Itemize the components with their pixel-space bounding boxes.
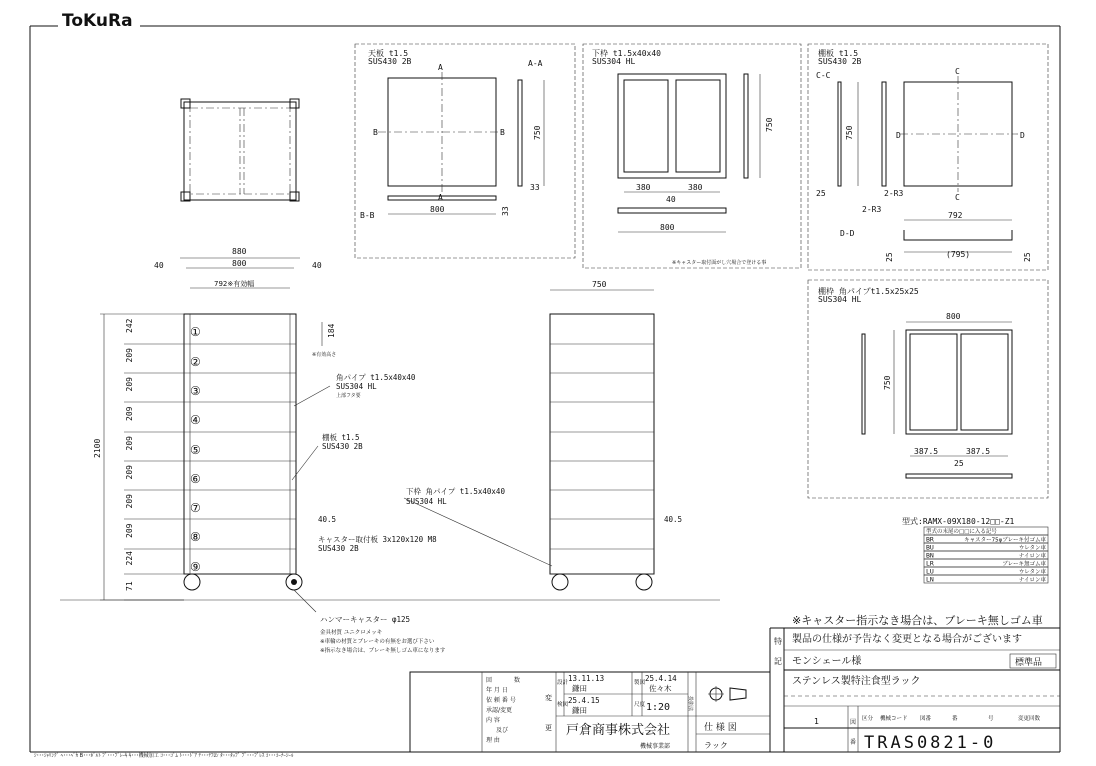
svg-text:SUS430 2B: SUS430 2B bbox=[322, 442, 363, 451]
model-desc: ブレーキ無ゴム車 bbox=[1002, 561, 1046, 568]
svg-text:A-A: A-A bbox=[528, 59, 543, 68]
svg-text:依 頼 番 号: 依 頼 番 号 bbox=[486, 697, 516, 704]
svg-text:佐々木: 佐々木 bbox=[649, 684, 672, 693]
svg-text:1: 1 bbox=[814, 717, 820, 726]
svg-text:40: 40 bbox=[312, 261, 322, 270]
shelf-number: ⑨ bbox=[190, 560, 201, 574]
model-code: LU bbox=[926, 567, 934, 576]
svg-text:A: A bbox=[438, 63, 443, 72]
model-desc: キャスター75φブレーキ付ゴム車 bbox=[964, 537, 1046, 544]
svg-text:上部フタ要: 上部フタ要 bbox=[336, 393, 361, 399]
svg-text:C-C: C-C bbox=[816, 71, 831, 80]
svg-text:※指示なき場合は、ブレーキ無しゴム車になります: ※指示なき場合は、ブレーキ無しゴム車になります bbox=[320, 648, 446, 654]
svg-text:40: 40 bbox=[154, 261, 164, 270]
row-dim: 209 bbox=[125, 523, 134, 538]
shelf-number: ⑤ bbox=[190, 443, 201, 457]
svg-text:内 容: 内 容 bbox=[486, 717, 500, 724]
side-elevation bbox=[404, 280, 682, 590]
svg-text:792※有効幅: 792※有効幅 bbox=[214, 280, 255, 288]
svg-text:戸倉商事株式会社: 戸倉商事株式会社 bbox=[566, 723, 671, 738]
svg-text:仕 様 図: 仕 様 図 bbox=[704, 723, 737, 733]
svg-text:金具材質 ユニクロメッキ: 金具材質 ユニクロメッキ bbox=[320, 630, 383, 636]
svg-text:※キャスター取付面がし穴場合で登ける事: ※キャスター取付面がし穴場合で登ける事 bbox=[672, 260, 767, 266]
svg-text:880: 880 bbox=[232, 247, 247, 256]
svg-text:ステンレス製特注食型ラック: ステンレス製特注食型ラック bbox=[792, 676, 921, 687]
row-dim: 224 bbox=[125, 551, 134, 566]
model-code: BR bbox=[926, 535, 934, 544]
panel-shelf-frame bbox=[808, 280, 1048, 498]
row-dim: 209 bbox=[125, 406, 134, 421]
svg-text:ハンマーキャスター φ125: ハンマーキャスター φ125 bbox=[320, 615, 411, 624]
svg-text:SUS304 HL: SUS304 HL bbox=[818, 295, 862, 304]
svg-text:区分: 区分 bbox=[862, 716, 874, 722]
svg-text:D: D bbox=[1020, 131, 1025, 140]
svg-text:380: 380 bbox=[688, 183, 703, 192]
shelf-number: ⑥ bbox=[190, 472, 201, 486]
row-dim: 209 bbox=[125, 436, 134, 451]
svg-text:SUS304 HL: SUS304 HL bbox=[336, 382, 377, 391]
model-code: BN bbox=[926, 551, 934, 560]
model-desc: ナイロン車 bbox=[1018, 553, 1046, 560]
svg-text:下枠 t1.5x40x40: 下枠 t1.5x40x40 bbox=[592, 49, 661, 58]
svg-text:750: 750 bbox=[533, 125, 542, 140]
panel-shelf-plate bbox=[808, 44, 1048, 270]
row-dim: 209 bbox=[125, 494, 134, 509]
svg-text:型式の末尾の□□に入る記号: 型式の末尾の□□に入る記号 bbox=[926, 529, 997, 535]
svg-text:(795): (795) bbox=[946, 250, 971, 259]
svg-text:号: 号 bbox=[988, 716, 994, 722]
svg-text:B: B bbox=[500, 128, 505, 137]
svg-text:2100: 2100 bbox=[93, 438, 102, 458]
svg-text:25.4.14: 25.4.14 bbox=[645, 674, 677, 683]
model-code: LN bbox=[926, 575, 934, 584]
svg-text:機械事業部: 機械事業部 bbox=[640, 743, 671, 750]
panel-top-plate bbox=[355, 44, 575, 258]
svg-text:33: 33 bbox=[501, 206, 510, 216]
svg-text:D-D: D-D bbox=[840, 229, 855, 238]
svg-text:特: 特 bbox=[774, 637, 782, 646]
svg-text:番: 番 bbox=[850, 739, 857, 746]
svg-text:SUS430 2B: SUS430 2B bbox=[818, 57, 862, 66]
svg-text:SUS304 HL: SUS304 HL bbox=[592, 57, 636, 66]
svg-text:及び: 及び bbox=[496, 727, 509, 734]
model-desc: ナイロン車 bbox=[1018, 577, 1046, 584]
svg-text:184: 184 bbox=[327, 323, 336, 338]
plan-view bbox=[181, 99, 299, 201]
svg-text:TRAS0821-0: TRAS0821-0 bbox=[864, 733, 997, 753]
row-dim: 209 bbox=[125, 348, 134, 363]
svg-text:※車輪の材質とブレーキの有無をお選び下さい: ※車輪の材質とブレーキの有無をお選び下さい bbox=[320, 639, 435, 645]
svg-text:年 月 日: 年 月 日 bbox=[486, 687, 508, 694]
svg-text:25: 25 bbox=[954, 459, 964, 468]
svg-text:キャスター取付板 3x120x120 M8: キャスター取付板 3x120x120 M8 bbox=[318, 535, 437, 544]
shelf-number: ⑦ bbox=[190, 501, 201, 515]
notes-block bbox=[770, 613, 1060, 752]
svg-text:天板 t1.5: 天板 t1.5 bbox=[368, 49, 409, 58]
svg-text:番: 番 bbox=[952, 716, 958, 722]
svg-text:2-R3: 2-R3 bbox=[862, 205, 882, 214]
svg-text:理 由: 理 由 bbox=[486, 737, 500, 744]
svg-text:25: 25 bbox=[816, 189, 826, 198]
shelf-number: ⑧ bbox=[190, 530, 201, 544]
svg-text:25: 25 bbox=[1023, 252, 1032, 262]
svg-text:B-B: B-B bbox=[360, 211, 375, 220]
svg-text:1:20: 1:20 bbox=[646, 702, 671, 713]
abbreviation-legend: ｼ･･･ｼｬﾘﾝｸﾞ ﾍ･･･ﾍﾞｶ B･･･ﾎﾞﾙﾄ ﾌﾞ･･･ﾌﾞﾚｰｷ ｷ･･･機械加工 ｺ･･･ｺﾞﾑ ﾄ･･･ﾄﾞｱ ﾃ･･･ﾃﾌﾛﾝ ﾀ･･･ﾀｯﾌﾟ ﾌﾟ･･･ﾌﾟﾚｽ ｺ･･･ｺｰﾅｰｼｰﾙ bbox=[34, 753, 294, 759]
shelf-number: ② bbox=[190, 355, 201, 369]
svg-text:13.11.13: 13.11.13 bbox=[568, 674, 605, 683]
svg-text:棚板 t1.5: 棚板 t1.5 bbox=[322, 433, 360, 442]
svg-text:図番: 図番 bbox=[920, 716, 932, 722]
front-elevation bbox=[60, 247, 720, 654]
svg-text:投影法: 投影法 bbox=[687, 696, 693, 712]
row-dim: 71 bbox=[125, 581, 134, 591]
svg-text:回: 回 bbox=[486, 677, 493, 684]
svg-text:SUS304 HL: SUS304 HL bbox=[406, 497, 447, 506]
row-dim: 209 bbox=[125, 465, 134, 480]
svg-text:記: 記 bbox=[774, 657, 782, 666]
svg-text:750: 750 bbox=[845, 125, 854, 140]
svg-text:C: C bbox=[955, 193, 960, 202]
svg-text:ラック: ラック bbox=[704, 741, 728, 750]
model-table bbox=[902, 516, 1048, 584]
svg-text:387.5: 387.5 bbox=[914, 447, 939, 456]
svg-text:尺度: 尺度 bbox=[634, 702, 646, 708]
svg-text:2-R3: 2-R3 bbox=[884, 189, 904, 198]
model-desc: ウレタン車 bbox=[1018, 545, 1046, 552]
shelf-number: ③ bbox=[190, 384, 201, 398]
model-code: LR bbox=[926, 559, 934, 568]
svg-text:40: 40 bbox=[666, 195, 676, 204]
svg-text:図: 図 bbox=[850, 719, 857, 726]
svg-text:鎌田: 鎌田 bbox=[572, 684, 587, 693]
svg-text:A: A bbox=[438, 193, 443, 202]
row-dim: 242 bbox=[125, 318, 134, 333]
svg-text:機械コード: 機械コード bbox=[880, 716, 908, 722]
svg-text:更: 更 bbox=[545, 724, 552, 732]
svg-text:750: 750 bbox=[592, 280, 607, 289]
svg-text:40.5: 40.5 bbox=[664, 515, 683, 524]
svg-text:棚枠 角パイプt1.5x25x25: 棚枠 角パイプt1.5x25x25 bbox=[818, 287, 919, 296]
svg-text:800: 800 bbox=[430, 205, 445, 214]
tokura-logo: ToKuRa bbox=[62, 11, 133, 31]
svg-text:387.5: 387.5 bbox=[966, 447, 991, 456]
row-dim: 209 bbox=[125, 377, 134, 392]
model-code: BU bbox=[926, 543, 934, 552]
svg-text:棚板 t1.5: 棚板 t1.5 bbox=[818, 49, 859, 58]
svg-text:型式:RAMX-09X180-12□□-Z1: 型式:RAMX-09X180-12□□-Z1 bbox=[902, 517, 1015, 526]
svg-text:数: 数 bbox=[514, 677, 521, 684]
title-block bbox=[410, 672, 1060, 753]
svg-text:角パイプ t1.5x40x40: 角パイプ t1.5x40x40 bbox=[336, 373, 416, 382]
svg-text:※キャスター指示なき場合は、ブレーキ無しゴム車: ※キャスター指示なき場合は、ブレーキ無しゴム車 bbox=[792, 614, 1043, 627]
svg-text:800: 800 bbox=[232, 259, 247, 268]
svg-text:変更回数: 変更回数 bbox=[1018, 716, 1041, 722]
svg-text:下枠 角パイプ t1.5x40x40: 下枠 角パイプ t1.5x40x40 bbox=[406, 487, 505, 496]
svg-text:※有効高さ: ※有効高さ bbox=[312, 352, 337, 358]
svg-text:750: 750 bbox=[765, 117, 774, 132]
model-desc: ウレタン車 bbox=[1018, 569, 1046, 576]
panel-bottom-frame bbox=[583, 44, 801, 268]
svg-text:設計: 設計 bbox=[557, 680, 569, 686]
svg-text:C: C bbox=[955, 67, 960, 76]
svg-text:承認/変更: 承認/変更 bbox=[486, 707, 513, 714]
svg-text:標準品: 標準品 bbox=[1015, 658, 1043, 668]
svg-text:380: 380 bbox=[636, 183, 651, 192]
svg-text:変: 変 bbox=[545, 694, 552, 702]
svg-text:SUS430 2B: SUS430 2B bbox=[318, 544, 359, 553]
shelf-number: ④ bbox=[190, 413, 201, 427]
svg-text:B: B bbox=[373, 128, 378, 137]
svg-text:800: 800 bbox=[946, 312, 961, 321]
svg-text:製品の仕様が予告なく変更となる場合がございます: 製品の仕様が予告なく変更となる場合がございます bbox=[792, 634, 1022, 645]
svg-text:25.4.15: 25.4.15 bbox=[568, 696, 600, 705]
svg-text:検図: 検図 bbox=[557, 702, 569, 708]
svg-text:25: 25 bbox=[885, 252, 894, 262]
shelf-number: ① bbox=[190, 325, 201, 339]
svg-text:鎌田: 鎌田 bbox=[572, 706, 587, 715]
svg-text:800: 800 bbox=[660, 223, 675, 232]
svg-text:製図: 製図 bbox=[634, 680, 646, 686]
svg-text:モンシェール様: モンシェール様 bbox=[792, 656, 862, 667]
svg-text:33: 33 bbox=[530, 183, 540, 192]
svg-text:750: 750 bbox=[883, 375, 892, 390]
svg-text:D: D bbox=[896, 131, 901, 140]
svg-text:SUS430 2B: SUS430 2B bbox=[368, 57, 412, 66]
svg-text:40.5: 40.5 bbox=[318, 515, 337, 524]
svg-text:792: 792 bbox=[948, 211, 963, 220]
